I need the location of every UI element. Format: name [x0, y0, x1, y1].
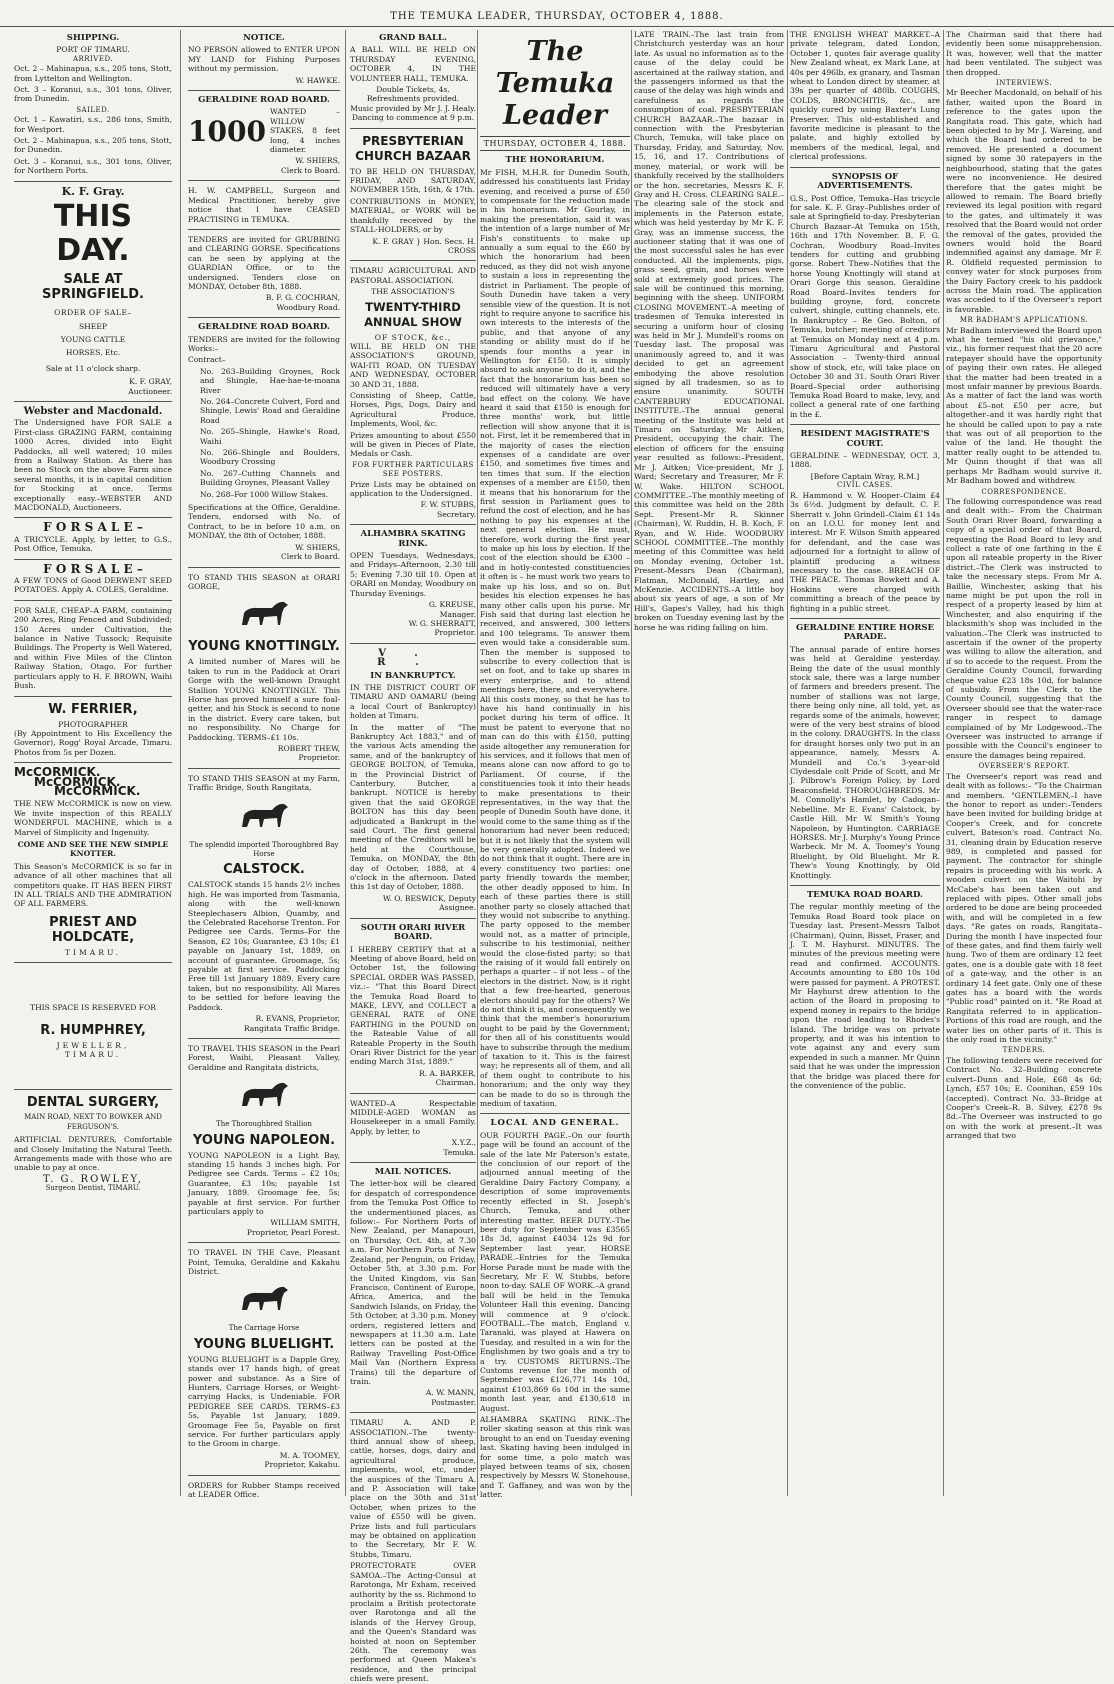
webster-body: The Undersigned have FOR SALE a First-class GRAZING FARM, containing 1000 Acres, divided into Eight Paddocks, all well watered; 10 miles from a Railway Station. As there has been no Stock on the above Farm since several months, it is in capital condition for Stocking at once. Terms exceptionally easy.–WEBSTER AND MACDONALD, Auctioneers. — [14, 418, 172, 512]
subheading: INTERVIEWS. — [995, 79, 1053, 88]
parade-body: The annual parade of entire horses was held at Geraldine yesterday. Being the date of the usual monthly stock sale, there was a large number of farmers and breeders present. The number of stallions was not large, there being only nine, all told, yet, as regards some of the animals, however, were of the very best strains of blood in the colony. DRAUGHTS. In the class for draught horses only two put in an appearance, namely, Messrs A. Mundell and Co.'s 3-year-old Clydesdale colt Pride of Scott, and Mr J. Pilbrow's Foreign Policy, by Lord Beaconsfield. THOROUGHBREDS. Mr M. Connolly's Hamlet, by Cadogan–Nebelline. Mr E. Evans' Calstock, by Castle Hill. Mr W. Smith's Young Napoleon, by Huntington. CARRIAGE HORSES. Mr J. Murphy's Young Prince Warbeck. Mr M. A. Toomey's Young Bluelight, by Old Bluelight. Mr R. Thew's Young Knottingly, by Old Knottingly. — [790, 644, 940, 880]
grubbing-tender: TENDERS are invited for GRUBBING and CLEARING GORSE. Specifications can be seen by applying at the GUARDIAN Office, or to the undersigned. Tenders close on MONDAY, October 8th, 1888. — [188, 234, 340, 291]
editorial-body: Mr FISH, M.H.R. for Dunedin South, addressed his constituents last Friday evening, and received a purse of £50 to compensate for the reduction made in his honorarium. Mr Gourlay, in making the presentation, said it was the intention of a large number of Mr Fish's constituents to make up annually a sum equal to the £60 by which the honorarium had been reduced, as they did not wish anyone to sustain a loss in representing the district in Parliament. The people of South Dunedin have taken a very sensible view of the question. It is not right to require anyone to sacrifice his own interests to the interests of the public, and that anyone of any standing or ability must do if he spends four months a year in Wellington for £150. It is simply absurd to ask anyone to do it, and the fact that the honorarium has been so reduced will ultimately have a very bad effect on the colony. We have heard it said that £150 is enough for three months' work, but little reflection will show anyone that it is not. First, let it be remembered that in the majority of cases the election expenses of a candidate are over £150, and sometimes five times and ten times that sum. If the election expenses of a member are £150, then it means that his honorarium for the first session in Parliament goes to refund the cost of election, and he has nothing to pay his expenses at the next general election. He must, therefore, work during the first year to make up his loss by election. If the cost of the election should be £300 – and in hotly-contested constituencies it often is – he must work two years to make up his loss, and so on. But besides his election expenses he has many other calls upon his purse. Mr Fish said that during last election he received, and answered, 300 letters and 100 telegrams. To answer them even would take a considerable sum. Then the member is supposed to subscribe to every collection that is set on foot, and to take up shares in every enterprise, and to attend meetings here, there, and everywhere. All this costs money, so that he has to have his hand continually in his pocket during his term of office. It must be patent to everyone that no man can do this with £150, putting aside altogether any remuneration for his services, and it follows that men of means alone can now afford to go to Parliament. Of course, if the constituencies took it into their heads to make presentations to their representatives, in the way that the people of Dunedin South have done, it would come to the same thing as if the honorarium had never been reduced; but it is not likely that the system will be very generally adopted. Indeed we do not think that it ought. There are in every constituency two parties: one party friendly towards the member, the other deadly opposed to him. In each of these parties there is still another party so closely attached that they would not subscribe to anything. The party opposed to the member would not, as a matter of principle, subscribe to his testimonial, neither would the close-fisted party; so that the raising of it would fall entirely on perhaps a quarter – if not less – of the electors in the district. Now, is it right that a few free-hearted, generous electors should pay for the others? We do not think it is, and consequently we think that the member's honorarium ought to be paid by the Government; for then all of his constituents would have to subscribe through the medium of taxation to it. This is the fairest way; he represents all of them, and all of them ought to contribute to his honorarium; and the only way they can be made to do so is through the medium of taxation. — [480, 167, 630, 1109]
ferrier-trade: PHOTOGRAPHER — [58, 719, 128, 729]
column-rule — [943, 30, 944, 1496]
wanted-body: WANTED – WILLOW STAKES, 8 feet long, 4 inches diameter. — [269, 107, 340, 155]
column-7 — [946, 30, 1102, 1496]
bankruptcy-court: IN THE DISTRICT COURT OF TIMARU AND OAMARU (being a local Court of Bankruptcy) holden at Timaru. — [350, 682, 476, 721]
dental-address: MAIN ROAD, NEXT TO BOWKER AND FERGUSON'S. — [24, 1113, 162, 1131]
apa-subheading: THE ASSOCIATION'S — [371, 287, 455, 297]
shipping-entry: Oct. 1 – Kawatiri, s.s., 286 tons, Smith, for Westport. — [14, 115, 172, 134]
column-rule — [477, 30, 478, 1496]
temuka-board-heading: TEMUKA ROAD BOARD. — [806, 889, 924, 900]
report-body: The following tenders were received for Contract No. 32–Building concrete culvert–Dunn and Hole, £68 4s 6d; Lynch, £57 10s; E. Coonihan, £59 10s (accepted). Contract No. 33–Bridge at Cooper's Creek–R. B. Silvey, £278 9s 8d.–The Overseer was instructed to go on with the work at present.–It was arranged that two — [946, 1055, 1102, 1141]
shipping-entry: Oct. 2 – Mahinapua, s.s., 205 tons, Stott, for Dunedin. — [14, 136, 172, 155]
specs-notice: Specifications at the Office, Geraldine. Tenders, endorsed with No. of Contract, to be in before 10 a.m. on MONDAY, the 8th of October, 1888. — [188, 503, 340, 541]
temuka-board-body: The regular monthly meeting of the Temuka Road Board took place on Tuesday last. Present–Messrs Talbot (Chairman), Quinn, Bisset, Fraser, and J. T. M. Hayhurst. MINUTES. The minutes of the previous meeting were read and confirmed. ACCOUNTS. Accounts amounting to £80 10s 10d were passed for payment. A PROTEST. Mr Hayhurst drew attention to the action of the Board in proposing to expend money in repairs to the bridge upon the road leading to Rhodes's Island. The bridge was on private property, and it was his intention to vote against any and every sum expended in such a manner. Mr Quinn said that he was under the impression that the bridge was placed there for the convenience of the public. — [790, 902, 940, 1091]
court-body: R. Hammond v. W. Hooper–Claim £4 3s 6½d. Judgment by default. C. F. Sherratt v. John Grindell–Claim £1 14s on an I.O.U. for money lent and interest. Mr F. Wilson Smith appeared for defendant, and the case was adjourned for a fortnight to allow of plaintiff producing a witness necessary to the case. BREACH OF THE PEACE. Thomas Bowkett and A. Hoskins were charged with committing a breach of the peace by fighting in a public street. — [790, 490, 940, 613]
mccormick-heading: McCORMICK. — [54, 783, 141, 798]
cochran-place: Woodbury Road. — [276, 302, 340, 312]
travel-notice: TO TRAVEL THIS SEASON in the Pearl Forest, Waihi, Pleasant Valley, Geraldine and Rangitata districts, — [188, 1043, 340, 1072]
show-further: FOR FURTHER PARTICULARS SEE POSTERS. — [352, 460, 474, 479]
for-sale-heading: F O R S A L E – — [43, 520, 143, 535]
mccormick-heading: McCORMICK. — [34, 774, 121, 789]
shipping-entry: Oct. 2 – Mahinapua, s.s., 205 tons, Stott, from Lyttelton and Wellington. — [14, 64, 172, 83]
webster-heading: Webster and Macdonald. — [23, 405, 163, 417]
ball-dancing: Dancing to commence at 9 p.m. — [351, 113, 475, 123]
humphrey-place: TIMARU. — [64, 1050, 122, 1060]
xyz-name: X.Y.Z., — [451, 1138, 476, 1148]
column-2 — [188, 30, 340, 1500]
kreuse-name: G. KREUSE, — [428, 600, 476, 610]
report-body: The Chairman said that there had evidently been some misapprehension. It was, however, well that the matter had been ventilated. The subject was then dropped. — [946, 30, 1102, 77]
barker-title: Chairman. — [435, 1078, 476, 1088]
travel-notice: TO TRAVEL IN THE Cave, Pleasant Point, Temuka, Geraldine and Kakahu District. — [188, 1248, 340, 1276]
bazaar-body: TO BE HELD ON THURSDAY, FRIDAY, AND SATURDAY, NOVEMBER 15th, 16th, & 17th. — [350, 166, 476, 195]
barker-name: R. A. BARKER, — [419, 1068, 476, 1078]
bluelight-heading: YOUNG BLUELIGHT. — [193, 1336, 335, 1352]
kreuse-title: Manager. — [439, 609, 476, 619]
mail-body: The letter-box will be cleared for despatch of correspondence from the Temuka Post Office to the undermentioned places, as follow:– For Northern Ports of New Zealand, per Manapouri, on Thursday, Oct. 4th, at 7.30 a.m. For Northern Ports of New Zealand, per Penguin, on Friday, October 5th, at 3.30 p.m. For the United Kingdom, via San Francisco, Continent of Europe, Africa, America, and the Sandwich Islands, on Friday, the 5th October, at 3.30 p.m. Money orders, registered letters and newspapers at 11.30 a.m. Late letters can be posted at the Railway Travelling Post-Office Mail Van (Northern Express Trains) till the departure of train. — [350, 1179, 476, 1386]
knottingly-body: A limited number of Mares will be taken to run in the Paddock at Orari Gorge with the well-known Draught Stallion YOUNG KNOTTINGLY. This Horse has proved himself a sure foal-getter, and his Stock is second to none in the district. Every care taken, but no responsibility. No Charge for Paddocking. TERMS–£1 10s. — [188, 657, 340, 742]
column-3 — [350, 30, 477, 1684]
report-body: Mr Beecher Macdonald, on behalf of his father, waited upon the Board in reference to the gates upon the Rangitata road. This gate, which had been objected to by Mr J. Wareing, and which the Board had ordered to be removed. He presented a document signed by some 30 ratepayers in the neighbourhood, stating that the gates were no inconvenience. He desired therefore that the gates might be allowed to remain. The Board briefly reviewed its legal position with regard to the gates, and ultimately it was resolved that the Board would not order the removal of the gates, provided the owners would hold the Board indemnified against any damage. Mr F. R. Oldfield requested permission to convey water for stock purposes from the Dairy Factory creek to his paddock across the Main road. The application was acceded to if the Overseer's report is favorable. — [946, 88, 1102, 314]
ball-heading: GRAND BALL. — [379, 33, 447, 43]
calstock-body: CALSTOCK stands 15 hands 2½ inches high. He was imported from Tasmania, along with the well-known Steeplechasers Albion, Quamby, and the Celebrated Racehorse Trenton. For Pedigree see Cards. Terms–For the Season, £2 10s; Guarantee, £3 10s; £1 payable on January 1st, 1889, on account of guarantee. Groomage, 5s; payable at first service. Paddocking Free till 1st January 1889. Every care taken, but no responsibility. All Mares to be settled for before leaving the Paddock. — [188, 880, 340, 1012]
ferrier-body: (By Appointment to His Excellency the Governor), Rogg' Royal Arcade, Timaru. Photos from 5s per Dozen. — [14, 728, 172, 757]
report-body: The Overseer's report was read and dealt with as follows:– "To the Chairman and members. "GENTLEMEN,–I have the honor to report as under:–Tenders have been invited for building bridge at Cooper's Creek, and for concrete culvert, Bateson's road. Contract No. 31, cleaning drain by Education reserve 989, is completed and passed for payment. The contractor for shingle repairs is proceeding with his work. A wooden culvert on the Waitohi by McCabe's has been taken out and replaced with pipes. Other small jobs ordered to be done are being proceeded with, and will be completed in a few days. "Re gates on roads, Rangitata–During the month I have inspected four of these gates, and find them fairly well hung. Two of them are ordinary 12 feet gates, one is a double gate with 18 feet of a gate-way, and the other is an ordinary 14 feet gate. Only one of these gates has a board with the words "Public road" painted on it. "Re Road at Rangitata referred to in application–Portions of this road are rough, and the water lies on other parts of it. This is the only road in the vicinity." — [946, 771, 1102, 1045]
stand-notice: TO STAND THIS SEASON at ORARI GORGE, — [188, 572, 340, 591]
rowley-title: Surgeon Dentist, TIMARU. — [45, 1184, 141, 1193]
subheading: MR BADHAM'S APPLICATIONS. — [959, 316, 1089, 325]
local-heading: LOCAL AND GENERAL. — [490, 1118, 620, 1129]
contract-item: No. 268–For 1000 Willow Stakes. — [200, 489, 329, 499]
bankruptcy-heading: IN BANKRUPTCY. — [370, 670, 456, 681]
local-body: OUR FOURTH PAGE.–On our fourth page will be found an account of the sale of the late Mr Paterson's estate, the conclusion of our report of the adjourned annual meeting of the Geraldine Dairy Factory Company, a description of some improvements recently effected in St. Joseph's Church, Temuka, and other interesting matter. BEER DUTY.–The beer duty for September was £3565 18s 3d, against £4034 12s 9d for September last year. HORSE PARADE.–Entries for the Temuka Horse Parade must be made with the Secretary, Mr F. W. Stubbs, before noon to-day. SALE OF WORK.–A grand ball will be held in the Temuka Volunteer Hall this evening. Dancing will commence at 9 o'clock. FOOTBALL.–The match, England v. Taranaki, was played at Hawera on Tuesday, and resulted in a win for the Englishmen by two goals and a try to a try. CUSTOMS RETURNS.–The Customs revenue for the month of September was £126,771 14s 10d, against £103,869 6s 10d in the same month last year, and £130,618 in August. — [480, 1130, 630, 1413]
horse-icon — [234, 1280, 294, 1320]
horse-icon — [234, 595, 294, 635]
arrived-label: ARRIVED. — [72, 54, 114, 63]
humphrey-heading: R. HUMPHREY, — [40, 1022, 146, 1038]
smith-name: WILLIAM SMITH, — [270, 1218, 340, 1228]
thew-title: Proprietor. — [298, 753, 340, 763]
wanted-housekeeper: WANTED–A Respectable MIDDLE-AGED WOMAN as Housekeeper in a small Family. Apply, by letter, to — [350, 1098, 476, 1136]
bazaar-contrib: CONTRIBUTIONS in MONEY, MATERIAL, or WORK will be thankfully received by the STALL-HOLDERS, or by — [350, 196, 476, 235]
sale-item: SHEEP — [78, 321, 108, 331]
thew-name: ROBERT THEW, — [277, 743, 340, 753]
sale-item: HORSES, Etc. — [65, 348, 121, 358]
evans-place: Rangitata Traffic Bridge. — [243, 1023, 340, 1033]
column-rule — [787, 30, 788, 1496]
synopsis-body: G.S., Post Office, Temuka–Has tricycle for sale. K. F. Gray–Publishes order of sale at Springfield to-day. Presbyterian Church Bazaar–At Temuka on 15th, 16th and 17th November. B. F. G. Cochran, Woodbury Road–Invites tenders for cutting and grubbing gorse. Robert Thew–Notifies that the horse Young Knottingly will stand at Orari Gorge this season. Geraldine Road Board–Invites tenders for building groyne, ford, concrete culvert, shingle, cutting channels, etc. In Bankruptcy – Re Geo. Bolton, of Temuka, butcher; meeting of creditors at Temuka on Monday next at 4 p.m. Timaru Agricultural and Pastoral Association – Twenty-third annual show of stock, etc, will take place on October 30 and 31. South Orari River Board–Special order authorising Temuka Road Board to make, levy, and collect a general rate of one farthing in the £. — [790, 193, 940, 419]
column-5 — [634, 30, 784, 1496]
column-rule — [345, 30, 346, 1496]
show-heading: TWENTY-THIRD ANNUAL SHOW — [364, 299, 462, 329]
stubbs-name: F. W. STUBBS, — [420, 500, 476, 510]
court-heading: RESIDENT MAGISTRATE'S COURT. — [800, 429, 930, 449]
for-sale-body: A TRICYCLE. Apply, by letter, to G.S., Post Office, Temuka. — [14, 534, 172, 554]
shipping-heading: SHIPPING. — [66, 33, 120, 43]
bankruptcy-body: In the matter of "The Bankruptcy Act 1883," and of the various Acts amending the same, and of the bankruptcy of GEORGE BOLTON, of Temuka, in the Provincial District of Canterbury, Butcher, a bankrupt. NOTICE is hereby given that the said GEORGE BOLTON has this day been adjudicated a Bankrupt in the said Court. The first general meeting of the Creditors will be held at the Courthouse, Temuka, on MONDAY, the 8th day of October, 1888, at 4 o'clock in the afternoon. Dated this 1st day of October, 1888. — [350, 722, 476, 892]
contract-label: Contract– — [188, 355, 226, 365]
masthead — [0, 0, 1114, 27]
reserved-space: THIS SPACE IS RESERVED FOR — [30, 1003, 156, 1013]
sherratt-title: Proprietor. — [434, 628, 476, 638]
toomey-title: Proprietor, Kakahu. — [264, 1460, 340, 1470]
calstock-intro: The splendid imported Thoroughbred Bay Horse — [189, 840, 339, 858]
skating-body: OPEN Tuesdays, Wednesdays, and Fridays–Afternoon, 2.30 till 5; Evening 7.30 till 10. Open at ORARI on Monday, Woodbury on Thursday Evenings. — [350, 551, 477, 598]
this-day-heading: THIS DAY. — [53, 199, 133, 269]
port-heading: PORT OF TIMARU. — [56, 45, 130, 55]
shipping-entry: Oct. 3 – Koranui, s.s., 301 tons, Oliver, for Northern Ports. — [14, 156, 172, 176]
protectorate-item: PROTECTORATE OVER SAMOA.–The Acting-Consul at Rarotonga, Mr Exham, received authority by the ss. Richmond to proclaim a British protectorate over Rarotonga and all the islands of the Hervey Group, and the Queen's Standard was hoisted at noon on September 26th. The ceremony was performed at Queen Makea's residence, and the principal chiefs were present. — [350, 1561, 476, 1684]
humphrey-trade: JEWELLER, — [56, 1040, 130, 1050]
masthead-title: THE TEMUKA LEADER, THURSDAY, OCTOBER 4, 1888. — [390, 11, 724, 22]
ball-refreshments: Refreshments provided. — [366, 94, 460, 104]
column-rule — [631, 30, 632, 1496]
bazaar-heading: PRESBYTERIAN CHURCH BAZAAR — [355, 133, 471, 163]
notice-signature: W. HAWKE. — [295, 75, 340, 85]
mccormick-heading: McCORMICK. — [14, 765, 101, 780]
tenders-intro: TENDERS are invited for the following Works:– — [188, 334, 340, 353]
horse-icon — [234, 1076, 294, 1116]
ball-tickets: Double Tickets, 4s. — [376, 85, 450, 95]
mann-title: Postmaster. — [431, 1397, 476, 1407]
order-of-sale: ORDER OF SALE– — [54, 308, 132, 318]
priest-heading: PRIEST AND HOLDCATE, — [49, 914, 137, 945]
local-body: LATE TRAIN.–The last train from Christchurch yesterday was an hour late. As usual no information as to the cause of the delay could be ascertained at the railway station, and the passengers informed us that the cause of the delay was high winds and carefulness as regards the consumption of coal. PRESBYTERIAN CHURCH BAZAAR.–The bazaar in connection with the Presbyterian Church, Temuka, will take place on Thursday, Friday, and Saturday, Nov. 15, 16, and 17. Contributions of money, material, or work will be thankfully received by the stallholders or the hon. secretaries, Messrs K. F. Gray and H. Cross. CLEARING SALE.–The clearing sale of the stock and implements in the Paterson estate, which was held yesterday by Mr K. F. Gray, was an immense success, the auctioneer stating that it was one of the most successful sales he has ever conducted. All the implements, pigs, grass seed, grain, and horses were sold at extremely good prices. The sale will be continued this morning, beginning with the sheep. UNIFORM CLOSING MOVEMENT.–A meeting of tradesmen of Temuka interested in securing a uniform hour of closing was held in Mr J. Mundell's rooms on Tuesday last. The proposal was unanimously agreed to, and it was decided to get an agreement embodying the above resolution signed by all tradesmen, so as to ensure unanimity. SOUTH CANTERBURY EDUCATIONAL INSTITUTE.–The annual general meeting of the Institute was held at Timaru on Saturday, Mr Aitken, President, occupying the chair. The election of officers for the ensuing year resulted as follows:–President, Mr J. Aitken; Vice-president, Mr J. Ward; Secretary and Treasurer, Mr F. W. Wake. HILTON SCHOOL COMMITTEE.–The monthly meeting of this committee was held on the 28th Sept. Present–Mr R. Skinner (Chairman), W. Ruddin, H. B. Koch, F. Ryan, and W. Hide. WOODBURY SCHOOL COMMITTEE.–The monthly meeting of this Committee was held on Monday evening, October 1st. Present–Messrs Dean (Chairman), Flatman, McDonald, Hartley, and McKenzie. ACCIDENTS.–A little boy about six years of age, a son of Mr Hill's, Gapes's Valley, had his thigh broken on Tuesday evening last by the horse he was riding falling on him. — [634, 30, 784, 632]
skating-heading: ALHAMBRA SKATING RINK. — [360, 529, 466, 549]
mccormick-body: THE NEW McCORMICK is now on view. We invite inspection of this REALLY WONDERFUL MACHINE, which is a Marvel of Simplicity and Ingenuity. — [14, 799, 172, 837]
farm-for-sale: FOR SALE, CHEAP–A FARM, containing 200 Acres, Ring Fenced and Subdivided; 150 Acres under Cultivation, the balance in Native Tussock; Requisite Buildings. The Property is Well Watered, and within Five Miles of the Clinton Railway Station, Otago. For further particulars apply to H. F. BROWN, Waihi Bush. — [14, 605, 172, 691]
rubber-stamps: ORDERS for Rubber Stamps received at LEADER Office. — [188, 1480, 340, 1500]
royal-cipher: V. R. — [377, 647, 449, 669]
for-sale-body: A FEW TONS of Good DERWENT SEED POTATOES. Apply A. COLES, Geraldine. — [14, 576, 172, 595]
clerk-name: W. SHIERS, — [295, 156, 340, 166]
local-body: THE ENGLISH WHEAT MARKET.–A private telegram, dated London, October 1, quotes fair average quality New Zealand wheat, ex Mark Lane, at 40s per 496lb, ex granary, and Tasman wheat to London direct by steamer, at 39s per quarter of 480lb. COUGHS, COLDS, BRONCHITIS, &c., are quickly cured by using Baxter's Lung Preserver. This old-established and favorite medicine is pleasant to the palate, and highly extolled by members of the medical, legal, and clerical professions. — [790, 30, 940, 162]
notice-body: NO PERSON allowed to ENTER UPON MY LAND for Fishing Purposes without my permission. — [188, 45, 340, 74]
stand-notice: TO STAND THIS SEASON at my Farm, Traffic Bridge, South Rangitata, — [188, 773, 340, 793]
apa-heading: TIMARU AGRICULTURAL AND PASTORAL ASSOCIATION. — [350, 266, 476, 285]
court-date: GERALDINE – WEDNESDAY, OCT. 3, 1888. — [790, 451, 940, 470]
napoleon-intro: The Thoroughbred Stallion — [216, 1120, 312, 1129]
priest-place: TIMARU. — [64, 947, 122, 957]
napoleon-body: YOUNG NAPOLEON is a Light Bay, standing 15 hands 3 inches high. For Pedigree see Cards. Terms – £2 10s; Guarantee, £3 10s; payable 1st January, 1889. Groomage fee, 5s; payable at first service. For further particulars apply to — [188, 1150, 340, 1216]
auctioneer-title: Auctioneer. — [128, 386, 172, 396]
beswick-name: W. O. BESWICK, Deputy Assignee. — [382, 893, 476, 913]
sale-time: Sale at 11 o'clock sharp. — [45, 363, 141, 373]
evans-name: R. EVANS, Proprietor, — [255, 1014, 340, 1024]
dental-heading: DENTAL SURGERY, — [26, 1095, 160, 1111]
carriage-intro: The Carriage Horse — [228, 1324, 300, 1333]
ferrier-heading: W. FERRIER, — [48, 701, 138, 717]
contract-item: No. 266–Shingle and Boulders, Woodbury Crossing — [200, 448, 340, 467]
mail-heading: MAIL NOTICES. — [374, 1167, 452, 1178]
campbell-notice: H. W. CAMPBELL, Surgeon and Medical Practitioner, hereby give notice that I have CEASED PRACTISING in TEMUKA. — [188, 186, 340, 224]
clerk-title: Clerk to Board. — [281, 552, 340, 562]
auctioneer-heading: K. F. Gray. — [61, 184, 125, 198]
clerk-name: W. SHIERS, — [295, 542, 340, 552]
column-4 — [480, 30, 630, 1500]
smith-title: Proprietor, Pearl Forest. — [246, 1227, 340, 1237]
assoc-item: TIMARU A. AND P. ASSOCIATION.–The twenty-third annual show of sheep, cattle, horses, dogs, dairy and agricultural produce, implements, wool, etc, under the auspices of the Timaru A. and P. Association will take place on the 30th and 31st October, when prizes to the value of £550 will be given. Prize lists and full particulars may be obtained on application to the Secretary, Mr F. W. Stubbs, Timaru. — [350, 1418, 476, 1559]
sherratt-name: W. G. SHERRATT, — [408, 618, 476, 628]
column-1 — [14, 30, 172, 1496]
cochran-name: B. F. G. COCHRAN, — [265, 293, 340, 303]
report-body: The following correspondence was read and dealt with:– From the Chairman South Orari River Board, forwarding a copy of a special order of that Board, requesting the Road Board to levy and collect a rate of one farthing in the £ upon all rateable property in the River district.–The Clerk was instructed to take the necessary steps. From Mr A. Baillie, Winchester, asking that his name might be put upon the roll in respect of a property leased by him at Winchester, and also enquiring if the blacksmith's shop was included in the valuation.–The Clerk was instructed to ascertain if the owner of the property was willing to allow the alteration, and if so to accede to the request. From the Geraldine County Council, forwarding cheque value £23 18s 10d, for balance of subsidy. From the Clerk to the County Council, suggesting that the Overseer should see that the water-race ranger in respect to damage complained of by Mr Lodgewood.–The Overseer was instructed to arrange if possible with the Council's engineer to ensure the damages being repaired. — [946, 496, 1102, 760]
sailed-label: SAILED. — [76, 105, 110, 114]
sale-heading: SALE AT SPRINGFIELD. — [42, 272, 144, 303]
synopsis-heading: SYNOPSIS OF ADVERTISEMENTS. — [817, 171, 913, 192]
column-6 — [790, 30, 940, 1496]
contract-item: No. 267–Cutting Channels and Building Groynes, Pleasant Valley — [200, 468, 340, 488]
ball-body: A BALL WILL BE HELD ON THURSDAY EVENING, OCTOBER 4, IN THE VOLUNTEER HALL, TEMUKA. — [350, 45, 476, 83]
river-board-body: I HEREBY CERTIFY that at a Meeting of above Board, held on October 1st, the following SPECIAL ORDER WAS PASSED, viz.:– "That this Board Direct the Temuka Road Board to MAKE, LEVY, and COLLECT a GENERAL RATE of ONE FARTHING in the POUND on the Rateable Value of all Rateable Property in the South Orari River District for the year ending March 31st, 1889." — [350, 944, 476, 1067]
show-prizes: Prizes amounting to about £550 will be given in Pieces of Plate, Medals or Cash. — [350, 430, 476, 459]
toomey-name: M. A. TOOMEY, — [279, 1450, 340, 1460]
road-board-heading: GERALDINE ROAD BOARD. — [198, 322, 330, 333]
notice-heading: NOTICE. — [243, 33, 285, 43]
subheading: TENDERS. — [1002, 1046, 1046, 1055]
court-before: [Before Captain Wray, R.M.] — [810, 471, 920, 481]
stubbs-title: Secretary. — [437, 509, 476, 519]
road-board-heading: GERALDINE ROAD BOARD. — [198, 95, 330, 106]
show-lists: Prize Lists may be obtained on application to the Undersigned. — [350, 479, 476, 499]
auctioneer-name: K. F. GRAY, — [129, 377, 172, 387]
parade-heading: GERALDINE ENTIRE HORSE PARADE. — [795, 622, 935, 643]
mann-name: A. W. MANN, — [425, 1388, 476, 1398]
local-body: ALHAMBRA SKATING RINK.–The roller skating season at this rink was brought to an end on Tuesday evening last. Skating having been indulged in for some time, a polo match was played between teams of six, chosen respectively by Messrs W. Stonehouse, and T. Gaffaney, and was won by the latter. — [480, 1415, 630, 1500]
xyz-place: Temuka. — [443, 1147, 476, 1157]
bluelight-body: YOUNG BLUELIGHT is a Dapple Grey, stands over 17 hands high, of great power and substance. As a Sire of Hunters, Carriage Horses, or Weight-carrying Hacks, is Undeniable. FOR PEDIGREE SEE CARDS. TERMS–£3 5s, Payable 1st January, 1889. Groomage Fee 5s, Payable on first service. For further particulars apply to the Groom in charge. — [188, 1354, 340, 1449]
rowley-name: T. G. ROWLEY, — [43, 1173, 143, 1185]
contract-item: No. 263–Building Groynes, Rock and Shingle, Hae-hae-te-moana River — [200, 366, 340, 395]
editorial-heading: THE HONORARIUM. — [505, 155, 605, 166]
shipping-entry: Oct. 3 – Koranui, s.s., 301 tons, Oliver, from Dunedin. — [14, 85, 172, 104]
river-board-heading: SOUTH ORARI RIVER BOARD. — [360, 922, 466, 943]
mccormick-knotter: COME AND SEE THE NEW SIMPLE KNOTTER. — [17, 839, 169, 859]
sale-item: YOUNG CATTLE — [60, 334, 126, 344]
bazaar-secretaries: K. F. GRAY } Hon. Secs. H. CROSS — [372, 236, 476, 255]
subheading: OVERSEER'S REPORT. — [978, 762, 1070, 771]
dateline: THURSDAY, OCTOBER 4, 1888. — [480, 136, 630, 151]
court-civil: CIVIL CASES. — [837, 481, 893, 490]
show-body: WILL BE HELD ON THE ASSOCIATION'S GROUND, WAI-ITI ROAD, ON TUESDAY AND WEDNESDAY, OCTOBER 30 AND 31, 1888. — [350, 341, 476, 389]
knottingly-heading: YOUNG KNOTTINGLY. — [188, 639, 340, 655]
contract-item: No. 264–Concrete Culvert, Ford and Shingle, Lewis' Road and Geraldine Road — [200, 397, 340, 425]
column-rule — [180, 30, 181, 1496]
contract-item: No. 265–Shingle, Hawke's Road, Waihi — [200, 427, 340, 446]
nameplate: The Temuka Leader — [495, 36, 615, 131]
for-sale-heading: F O R S A L E – — [43, 561, 143, 576]
dental-body: ARTIFICIAL DENTURES, Comfortable and Closely Imitating the Natural Teeth. Arrangements made with those who are unable to pay at once. — [14, 1135, 172, 1173]
mccormick-body: This Season's McCORMICK is so far in advance of all other machines that all competitors quake. IT HAS BEEN FIRST IN ALL TRIALS AND THE ADMIRATION OF ALL FARMERS. — [14, 861, 172, 909]
calstock-heading: CALSTOCK. — [223, 862, 305, 878]
report-body: Mr Badham interviewed the Board upon what he termed "his old grievance," viz., his former request that the 20 acre ratepayer should have the opportunity of paying their own rates. He alleged that the matter had been treated in a most unfair manner by previous Boards. As a matter of fact the land was worth about £5–not £50 per acre, but altogether–and it was hardly right that he should be called upon to pay a rate that was out of all proportion to the value of the land. He thought the matter really ought to be attended to. Mr Quinn thought if that was all perhaps Mr Badham would survive it. Mr Badham bowed and withdrew. — [946, 325, 1102, 486]
ball-music: Music provided by Mr J. J. Healy. — [350, 103, 476, 113]
clerk-title: Clerk to Board. — [281, 165, 340, 175]
subheading: CORRESPONDENCE. — [981, 487, 1067, 496]
napoleon-heading: YOUNG NAPOLEON. — [192, 1132, 336, 1148]
wanted-number: 1000 — [188, 114, 266, 148]
show-of: OF STOCK, &c., — [374, 332, 452, 342]
horse-icon — [234, 797, 294, 837]
show-categories: Consisting of Sheep, Cattle, Horses, Pigs, Dogs, Dairy and Agricultural Produce, Implements, Wool, &c. — [350, 390, 476, 429]
